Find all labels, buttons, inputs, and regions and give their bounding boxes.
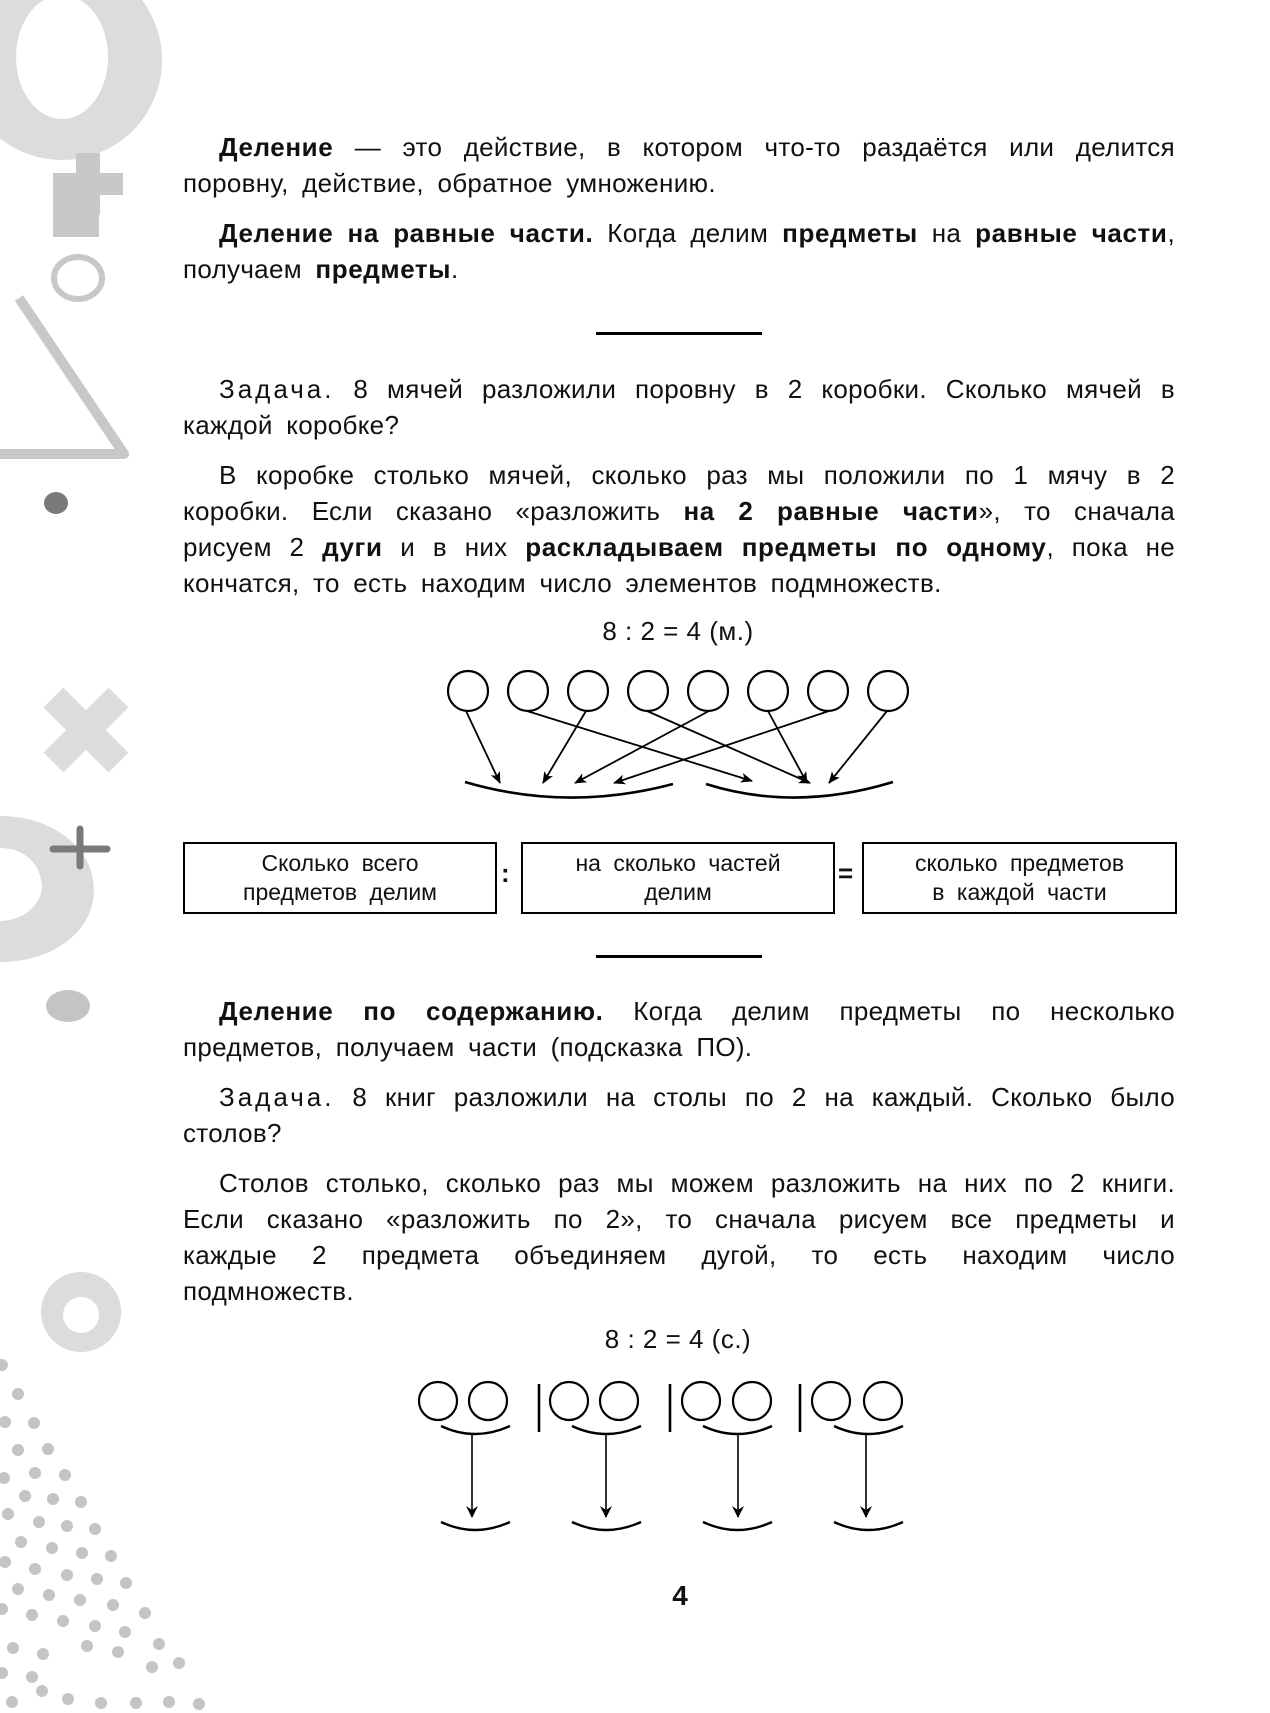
bold-fragment: раскладываем предметы по одному xyxy=(525,532,1047,562)
divide-sign: : xyxy=(501,858,510,888)
definition-block xyxy=(183,129,1175,287)
dot-shape-icon-2 xyxy=(46,990,90,1022)
bold-fragment: дуги xyxy=(322,532,383,562)
term-division: Деление xyxy=(219,132,334,162)
explanation2-text: Столов столько, сколько раз мы можем разложить на них по 2 книги. Если сказано «разложить по 2», то сначала рисуем все предметы и каждые 2 предмета объединяем дугой, то есть находим число подмножеств. xyxy=(183,1168,1175,1306)
distribution-arrows xyxy=(466,711,887,783)
term-equal-parts: Деление на равные части. xyxy=(219,218,594,248)
down-arrows xyxy=(472,1435,866,1517)
formula-balls: 8 : 2 = 4 (м.) xyxy=(602,616,754,646)
equals-sign: = xyxy=(838,858,854,888)
task2-text: 8 книг разложили на столы по 2 на каждый. Сколько было столов? xyxy=(183,1082,1175,1148)
explanation1-paragraph xyxy=(183,457,1175,601)
separator-line xyxy=(596,332,762,335)
group-dividers xyxy=(539,1384,800,1432)
formula-tables: 8 : 2 = 4 (с.) xyxy=(604,1324,752,1354)
task2-paragraph xyxy=(183,1079,1175,1151)
scheme-text: Сколько всего xyxy=(261,850,419,876)
donut-shape-icon xyxy=(0,0,162,160)
term-by-content: Деление по содержанию. xyxy=(219,996,604,1026)
cross-shape-icon xyxy=(21,665,151,795)
group-arcs xyxy=(465,782,893,798)
scheme-text: в каждой части xyxy=(932,879,1107,905)
text-fragment: », то сначала рисуем 2 xyxy=(183,496,1175,562)
ball-circles xyxy=(448,671,908,711)
scheme-text: сколько предметов xyxy=(914,850,1125,876)
text-fragment: В коробке столько мячей, сколько раз мы положили по 1 мячу в 2 коробки. Если сказано «разложить xyxy=(183,460,1175,526)
definition-paragraph xyxy=(183,129,1175,201)
text-fragment: , пока не кончатся, то есть находим число элементов подмножеств. xyxy=(183,532,1176,598)
scheme-box-dividend xyxy=(183,842,497,914)
pair-arcs xyxy=(441,1426,903,1434)
by-content-text: Когда делим предметы по несколько предметов, получаем части (подсказка ПО). xyxy=(183,996,1175,1062)
page-number: 4 xyxy=(672,1580,688,1611)
ring-shape-icon xyxy=(54,257,102,299)
scheme-text: делим xyxy=(644,879,712,905)
division-scheme xyxy=(183,842,1177,914)
definition-text: — это действие, в котором что-то раздаётся или делится поровну, действие, обратное умножению. xyxy=(183,132,1175,198)
scheme-box-divisor xyxy=(521,842,835,914)
text-fragment: и в них xyxy=(382,532,526,562)
text-fragment: . xyxy=(451,254,459,284)
ring-shape-icon-2 xyxy=(41,1272,121,1352)
equal-parts-paragraph xyxy=(183,215,1175,287)
result-arcs xyxy=(441,1522,903,1530)
by-content-diagram xyxy=(410,1370,950,1540)
bold-fragment: предметы xyxy=(315,254,452,284)
scheme-text: предметов делим xyxy=(243,879,437,905)
task1-paragraph xyxy=(183,371,1175,443)
task1-block xyxy=(183,371,1175,601)
dot-pattern-icon xyxy=(0,1359,205,1710)
task1-text: 8 мячей разложили поровну в 2 коробки. Сколько мячей в каждой коробке? xyxy=(183,374,1175,440)
text-fragment: Когда делим xyxy=(593,218,783,248)
task-label: Задача. xyxy=(219,1082,335,1112)
task-label: Задача. xyxy=(219,374,335,404)
text-fragment: , получаем xyxy=(183,218,1176,284)
text-fragment: на xyxy=(917,218,976,248)
triangle-shape-icon xyxy=(0,298,124,454)
equal-parts-diagram xyxy=(430,660,930,810)
by-content-block xyxy=(183,993,1175,1309)
explanation2-paragraph xyxy=(183,1165,1175,1309)
bold-fragment: предметы xyxy=(782,218,918,248)
scheme-box-quotient xyxy=(862,842,1177,914)
bold-fragment: равные части xyxy=(975,218,1168,248)
bold-fragment: на 2 равные части xyxy=(683,496,979,526)
scheme-text: на сколько частей xyxy=(575,850,781,876)
book-circles xyxy=(419,1382,902,1420)
separator-line-2 xyxy=(596,955,762,958)
by-content-paragraph xyxy=(183,993,1175,1065)
dot-shape-icon xyxy=(44,492,68,514)
